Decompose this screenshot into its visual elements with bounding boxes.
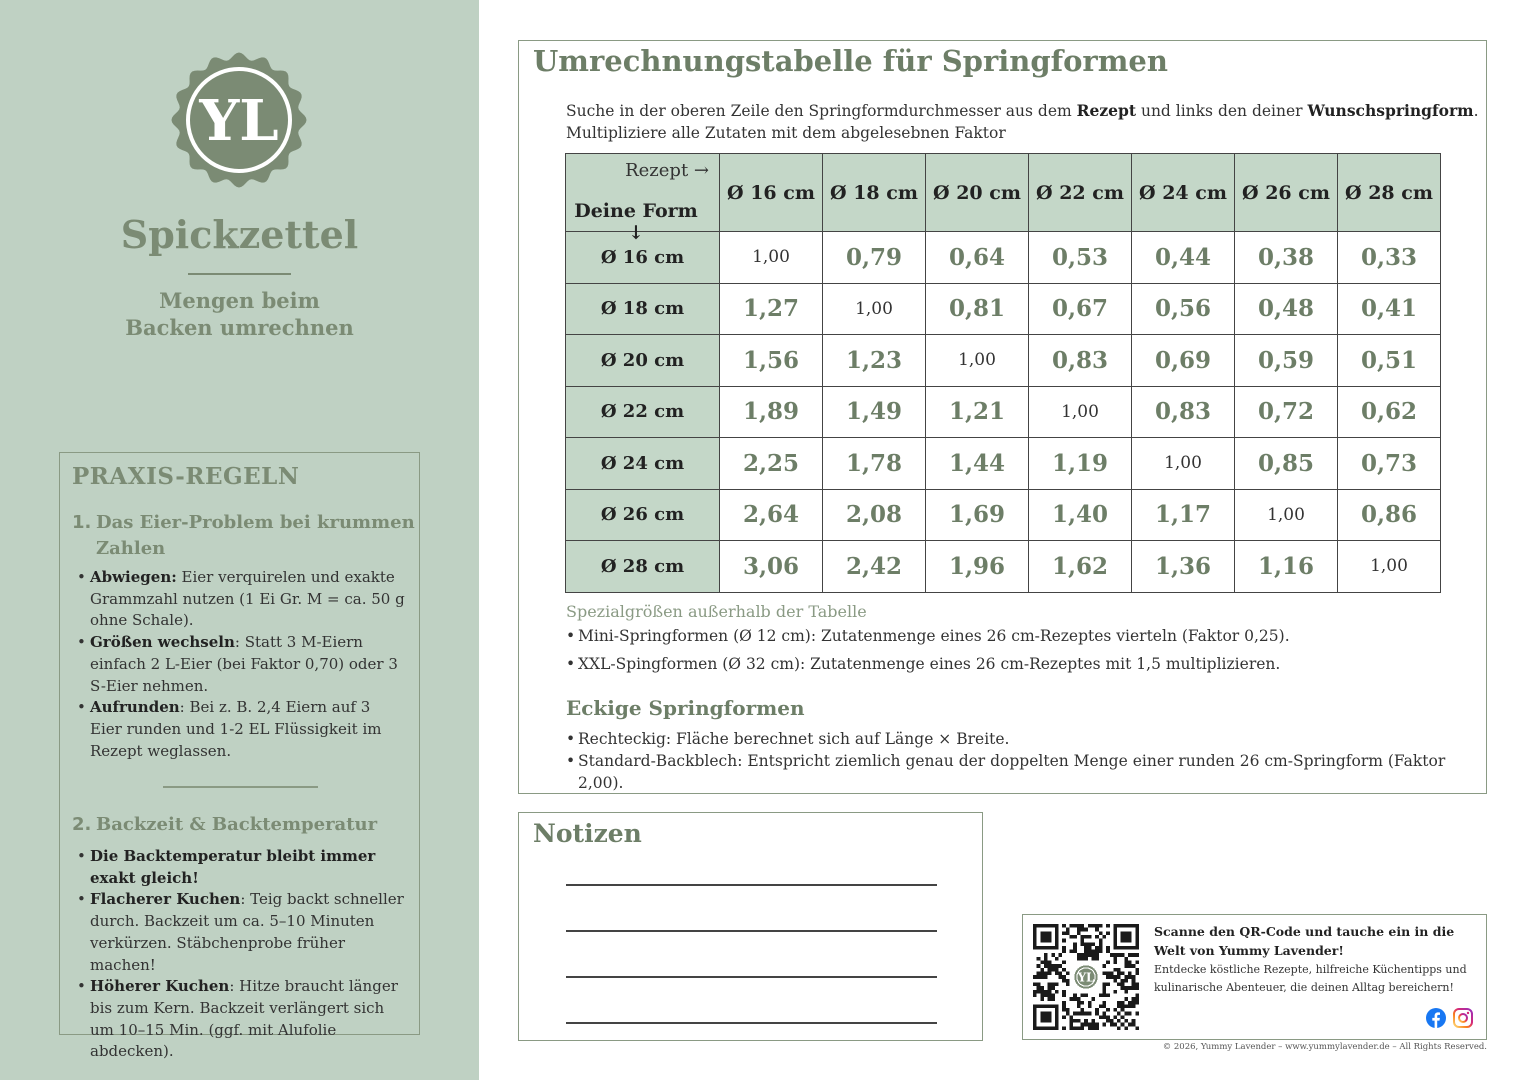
table-cell: 1,36	[1132, 541, 1235, 593]
column-header: Ø 16 cm	[720, 154, 823, 232]
section1-list	[76, 567, 406, 762]
row-header: Ø 26 cm	[566, 489, 720, 541]
table-cell: 1,17	[1132, 489, 1235, 541]
table-cell: 0,81	[926, 283, 1029, 335]
facebook-icon[interactable]	[1426, 1008, 1446, 1028]
list-item: • XXL-Spingformen (Ø 32 cm): Zutatenmenge eines 26 cm-Rezeptes mit 1,5 multiplizieren.	[566, 653, 1290, 681]
row-header: Ø 16 cm	[566, 232, 720, 284]
sidebar	[0, 0, 479, 1080]
row-header: Ø 20 cm	[566, 335, 720, 387]
table-row	[566, 438, 1441, 490]
table-cell: 0,53	[1029, 232, 1132, 284]
table-cell: 0,62	[1338, 386, 1441, 438]
table-cell: 2,64	[720, 489, 823, 541]
table-cell: 0,72	[1235, 386, 1338, 438]
table-cell: 1,89	[720, 386, 823, 438]
table-cell: 1,40	[1029, 489, 1132, 541]
conversion-table	[565, 153, 1441, 593]
table-cell: 2,42	[823, 541, 926, 593]
table-cell: 1,16	[1235, 541, 1338, 593]
list-item: • Die Backtemperatur bleibt immer exakt gleich!	[76, 846, 406, 889]
table-cell: 1,49	[823, 386, 926, 438]
table-row	[566, 283, 1441, 335]
table-cell: 0,33	[1338, 232, 1441, 284]
rectangular-forms-title: Eckige Springformen	[566, 696, 805, 720]
row-header: Ø 28 cm	[566, 541, 720, 593]
note-line	[566, 1022, 937, 1024]
table-cell: 2,25	[720, 438, 823, 490]
list-item: • Größen wechseln: Statt 3 M-Eiern einfach 2 L-Eier (bei Faktor 0,70) oder 3 S-Eier nehmen.	[76, 632, 406, 697]
table-cell: 1,19	[1029, 438, 1132, 490]
list-item: • Mini-Springformen (Ø 12 cm): Zutatenmenge eines 26 cm-Rezeptes vierteln (Faktor 0,25).	[566, 625, 1290, 653]
table-row	[566, 541, 1441, 593]
section1-title: 1. Das Eier-Problem bei krummen Zahlen	[72, 512, 415, 559]
table-cell: 0,41	[1338, 283, 1441, 335]
notes-box	[518, 812, 983, 1041]
table-cell: 1,78	[823, 438, 926, 490]
qr-logo-text: YL	[1077, 970, 1095, 985]
special-sizes-title: Spezialgrößen außerhalb der Tabelle	[566, 602, 867, 621]
table-cell: 1,69	[926, 489, 1029, 541]
table-cell: 0,86	[1338, 489, 1441, 541]
table-cell: 1,00	[926, 335, 1029, 387]
column-header: Ø 26 cm	[1235, 154, 1338, 232]
table-cell: 1,27	[720, 283, 823, 335]
row-header: Ø 22 cm	[566, 386, 720, 438]
note-line	[566, 976, 937, 978]
table-cell: 1,00	[720, 232, 823, 284]
section2-title: 2. Backzeit & Backtemperatur	[72, 814, 378, 835]
list-item: • Aufrunden: Bei z. B. 2,4 Eiern auf 3 Eier runden und 1-2 EL Flüssigkeit im Rezept weglassen.	[76, 697, 406, 762]
table-cell: 0,67	[1029, 283, 1132, 335]
table-header-row	[566, 154, 1441, 232]
qr-description: Entdecke köstliche Rezepte, hilfreiche Küchentipps und kulinarische Abenteuer, die deinen Alltag bereichern!	[1154, 963, 1467, 994]
column-header: Ø 22 cm	[1029, 154, 1132, 232]
table-cell: 0,83	[1029, 335, 1132, 387]
conversion-panel	[518, 40, 1487, 794]
note-line	[566, 884, 937, 886]
table-row	[566, 335, 1441, 387]
table-cell: 0,56	[1132, 283, 1235, 335]
logo-text: YL	[199, 88, 279, 154]
table-cell: 0,59	[1235, 335, 1338, 387]
sidebar-title: Spickzettel	[120, 212, 359, 257]
table-corner: Rezept → Deine Form ↓	[566, 154, 720, 232]
table-cell: 0,44	[1132, 232, 1235, 284]
praxis-rules-box	[59, 452, 420, 1061]
special-sizes-list	[566, 625, 1290, 681]
table-cell: 1,62	[1029, 541, 1132, 593]
row-header: Ø 18 cm	[566, 283, 720, 335]
table-cell: 0,73	[1338, 438, 1441, 490]
qr-promo-box	[1022, 914, 1487, 1040]
table-cell: 0,83	[1132, 386, 1235, 438]
column-header: Ø 18 cm	[823, 154, 926, 232]
table-cell: 0,85	[1235, 438, 1338, 490]
table-cell: 1,00	[1235, 489, 1338, 541]
qr-code-icon[interactable]	[1033, 924, 1139, 1030]
row-header: Ø 24 cm	[566, 438, 720, 490]
table-row	[566, 489, 1441, 541]
column-header: Ø 20 cm	[926, 154, 1029, 232]
page-title: Umrechnungstabelle für Springformen	[533, 44, 1168, 78]
table-cell: 1,00	[1029, 386, 1132, 438]
table-cell: 3,06	[720, 541, 823, 593]
list-item: • Abwiegen: Eier verquirelen und exakte Grammzahl nutzen (1 Ei Gr. M = ca. 50 g ohne Schale).	[76, 567, 406, 632]
column-header: Ø 24 cm	[1132, 154, 1235, 232]
qr-title: Scanne den QR-Code und tauche ein in die Welt von Yummy Lavender!	[1154, 924, 1455, 958]
notes-title: Notizen	[533, 819, 642, 848]
table-cell: 1,21	[926, 386, 1029, 438]
table-cell: 2,08	[823, 489, 926, 541]
table-cell: 0,51	[1338, 335, 1441, 387]
intro-text: Suche in der oberen Zeile den Springformdurchmesser aus dem Rezept und links den deiner Wunschspringform. Multipliziere alle Zutaten mit dem abgelesebnen Faktor	[566, 101, 1479, 142]
rectangular-forms-list	[566, 728, 1486, 794]
divider	[163, 786, 318, 788]
table-cell: 1,44	[926, 438, 1029, 490]
section2-list	[76, 846, 406, 1063]
table-cell: 1,00	[1132, 438, 1235, 490]
list-item: • Flacherer Kuchen: Teig backt schneller durch. Backzeit um ca. 5–10 Minuten verkürzen. Stäbchenprobe früher machen!	[76, 889, 406, 976]
table-cell: 1,96	[926, 541, 1029, 593]
praxis-heading: PRAXIS-REGELN	[72, 463, 300, 490]
table-cell: 0,79	[823, 232, 926, 284]
sidebar-subtitle: Mengen beim Backen umrechnen	[125, 288, 354, 340]
divider	[188, 273, 291, 275]
table-cell: 0,64	[926, 232, 1029, 284]
logo-icon	[171, 52, 307, 188]
list-item: • Höherer Kuchen: Hitze braucht länger bis zum Kern. Backzeit verlängert sich um 10–15 Min. (ggf. mit Alufolie abdecken).	[76, 976, 406, 1063]
table-cell: 0,48	[1235, 283, 1338, 335]
table-cell: 0,38	[1235, 232, 1338, 284]
copyright: © 2026, Yummy Lavender – www.yummylavender.de – All Rights Reserved.	[1162, 1042, 1487, 1052]
list-item: • Rechteckig: Fläche berechnet sich auf Länge × Breite.	[566, 728, 1486, 750]
table-cell: 1,23	[823, 335, 926, 387]
note-line	[566, 930, 937, 932]
table-row	[566, 386, 1441, 438]
table-cell: 1,00	[823, 283, 926, 335]
instagram-icon[interactable]	[1453, 1008, 1473, 1028]
list-item: • Standard-Backblech: Entspricht ziemlich genau der doppelten Menge einer runden 26 cm-Springform (Faktor 2,00).	[566, 750, 1486, 794]
column-header: Ø 28 cm	[1338, 154, 1441, 232]
table-cell: 0,69	[1132, 335, 1235, 387]
table-cell: 1,56	[720, 335, 823, 387]
table-cell: 1,00	[1338, 541, 1441, 593]
